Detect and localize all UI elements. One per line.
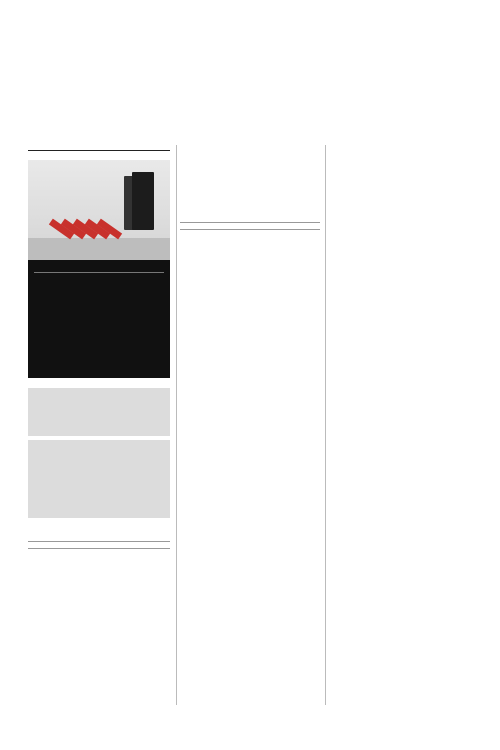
toc-entry[interactable] (180, 150, 320, 151)
toc-entry[interactable] (180, 195, 320, 196)
toc-entry[interactable] (180, 168, 320, 169)
left-list-2 (33, 563, 170, 573)
toc-entry[interactable] (180, 177, 320, 178)
section-heading (180, 222, 320, 230)
cover-story-section (34, 268, 164, 273)
tax-tips-box[interactable] (28, 388, 170, 436)
tax-talk-section (28, 541, 170, 549)
toc-entry-tax-planning[interactable] (33, 572, 170, 573)
cover-story-box[interactable] (28, 260, 170, 378)
toc-entry[interactable] (180, 213, 320, 214)
toc-entry[interactable] (180, 204, 320, 205)
highlight-heading (28, 145, 170, 151)
cover-story-image[interactable] (28, 160, 170, 260)
column-divider (325, 145, 326, 705)
highlight-column (28, 145, 170, 518)
middle-column (180, 150, 320, 236)
masthead (0, 55, 500, 59)
image-floor (28, 238, 170, 260)
section-heading (28, 542, 170, 549)
toc-entry-tax-vision[interactable] (33, 563, 170, 564)
executives-box[interactable] (28, 440, 170, 518)
toc-entry[interactable] (180, 186, 320, 187)
book-graphic (132, 172, 154, 230)
toc-entry[interactable] (180, 159, 320, 160)
column-divider (176, 145, 177, 705)
